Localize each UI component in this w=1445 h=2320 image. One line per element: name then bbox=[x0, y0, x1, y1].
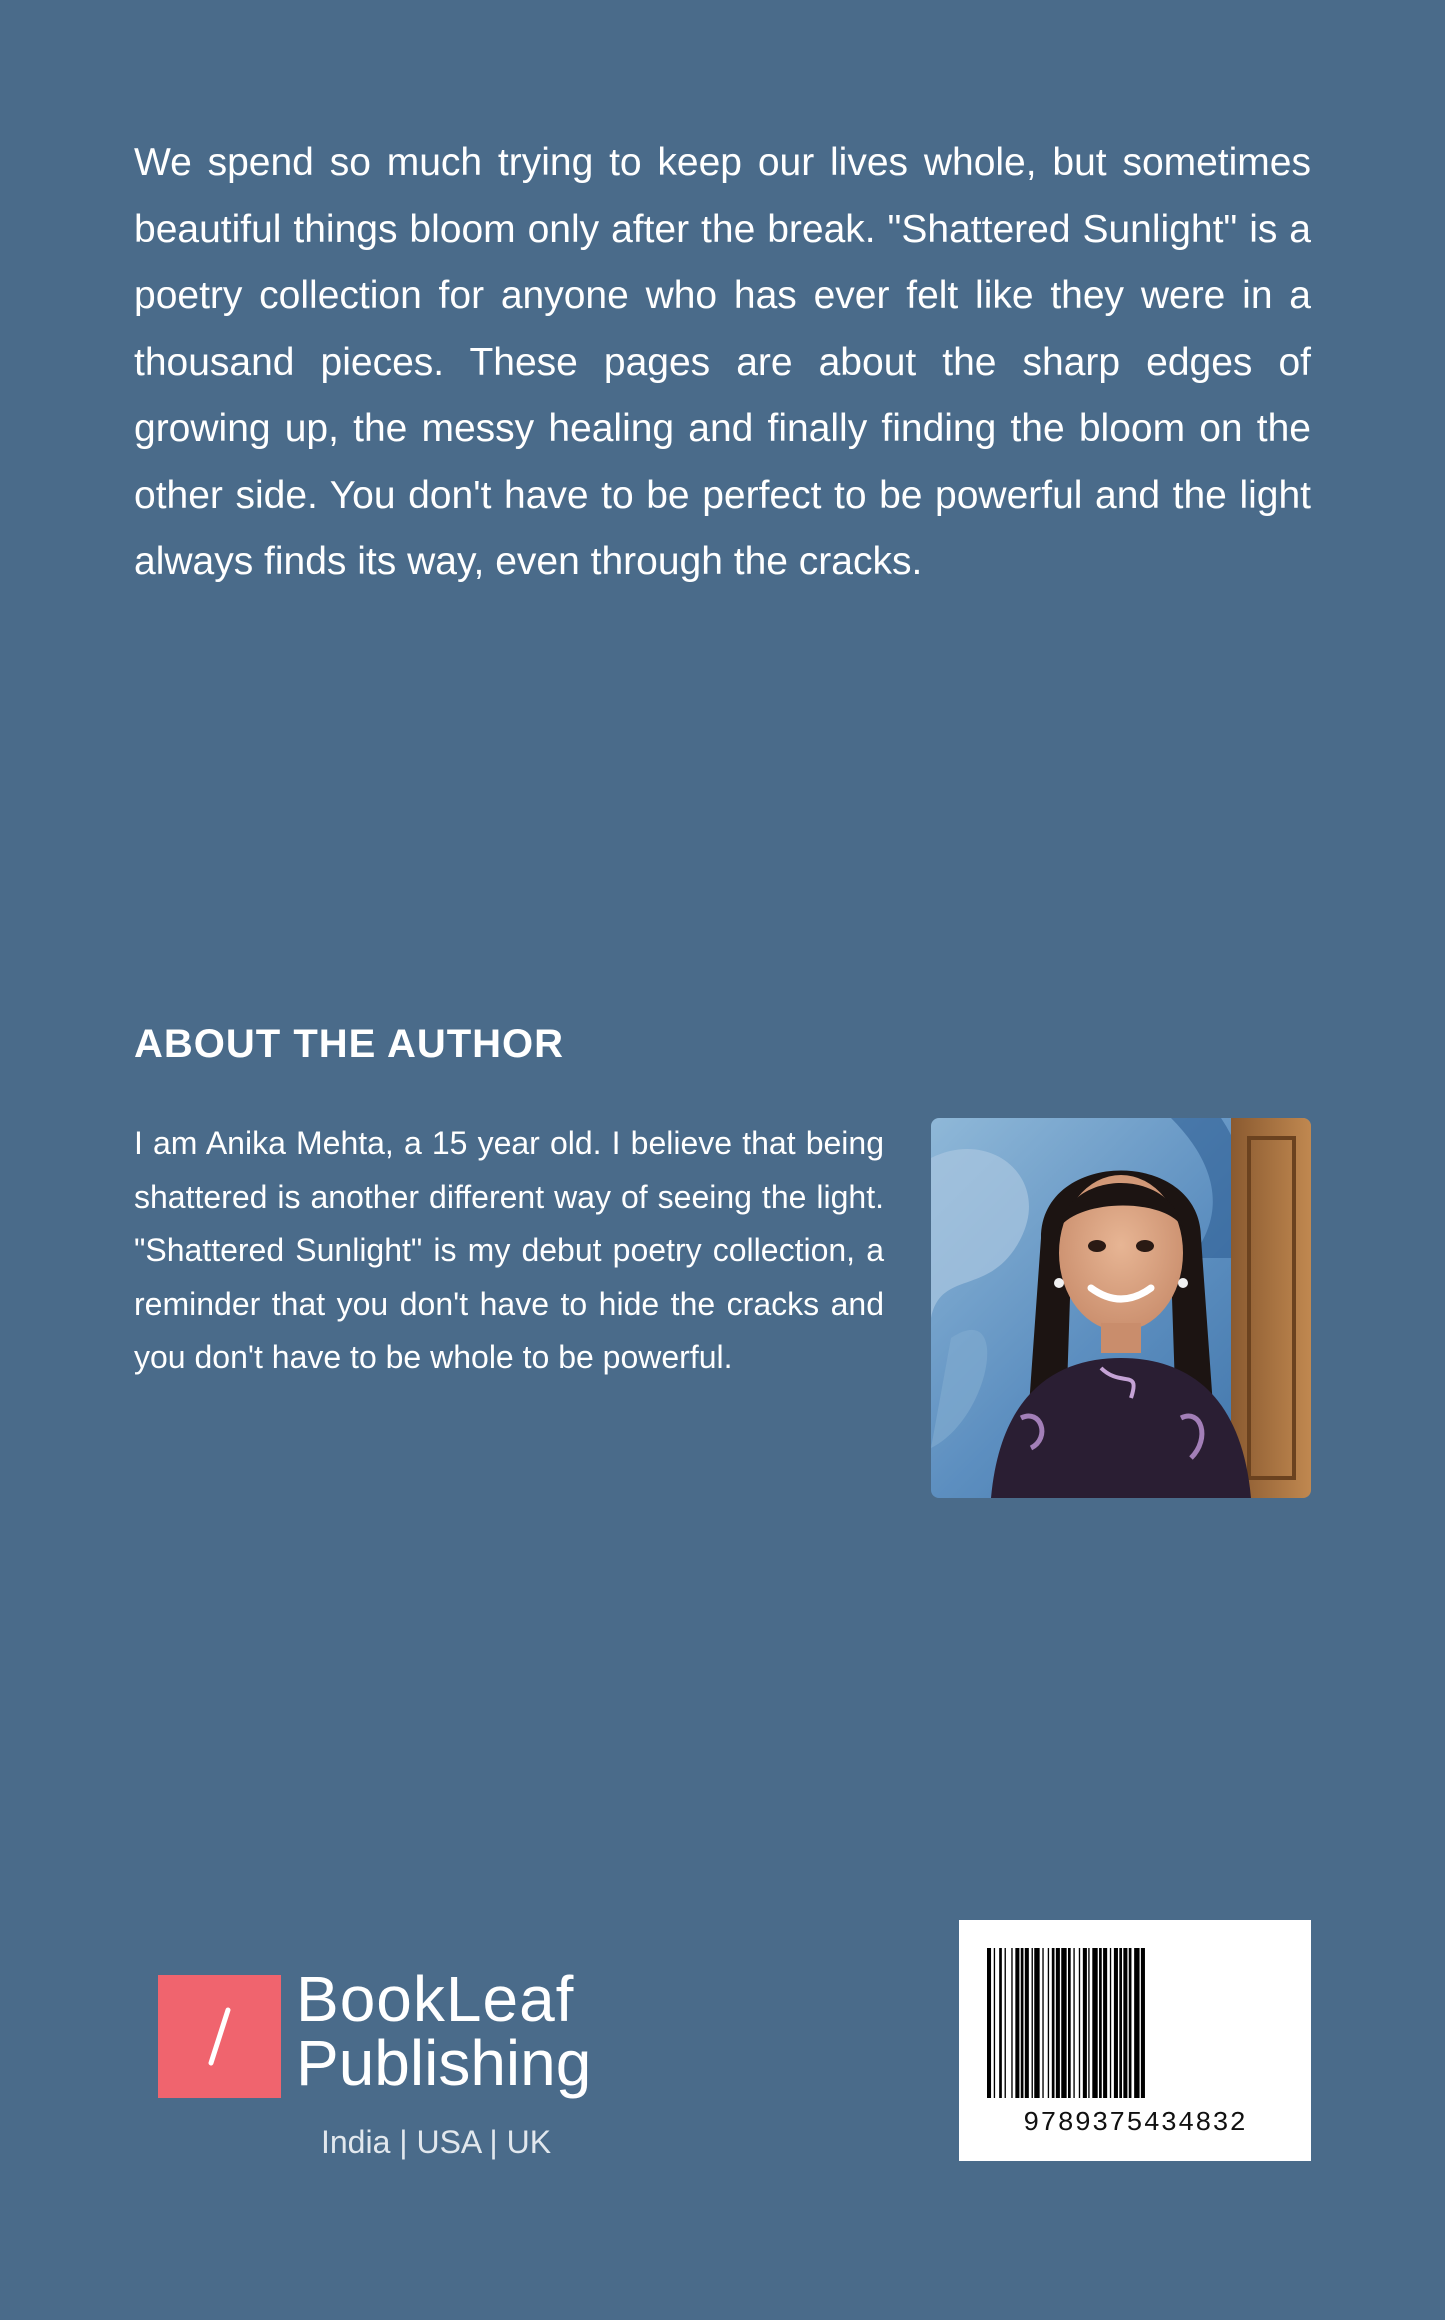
publisher-logo bbox=[158, 1963, 608, 2162]
author-portrait-icon bbox=[931, 1118, 1311, 1498]
isbn-number: 9789375434832 bbox=[1023, 2109, 1247, 2139]
logo-square-icon bbox=[158, 1975, 281, 2098]
author-photo bbox=[931, 1118, 1311, 1498]
publisher-regions bbox=[158, 2124, 608, 2161]
about-author-heading: ABOUT THE AUTHOR bbox=[134, 1022, 565, 1066]
author-bio: I am Anika Mehta, a 15 year old. I believe that being shattered is another different way of seeing the light. "Shattered Sunlight" is my debut poetry collection, a reminder that you don't have to hide the cracks and you don't have to be whole to be powerful. bbox=[134, 1125, 884, 1375]
publisher-name-line1: BookLeaf bbox=[296, 1963, 575, 2035]
slash-icon bbox=[158, 1975, 281, 2098]
barcode-icon bbox=[987, 1948, 1283, 2102]
isbn-barcode bbox=[959, 1920, 1311, 2161]
publisher-regions-text: India | USA | UK bbox=[320, 2124, 552, 2160]
back-cover-blurb: We spend so much trying to keep our lives whole, but sometimes beautiful things bloom only after the break. "Shattered Sunlight" is a poetry collection for anyone who has ever felt like they were in a thousand pieces. These pages are about the sharp edges of growing up, the messy healing and finally finding the bloom on the other side. You don't have to be perfect to be powerful and the light always finds its way, even through the cracks. bbox=[134, 141, 1311, 583]
publisher-name-line2: Publishing bbox=[296, 2027, 592, 2099]
